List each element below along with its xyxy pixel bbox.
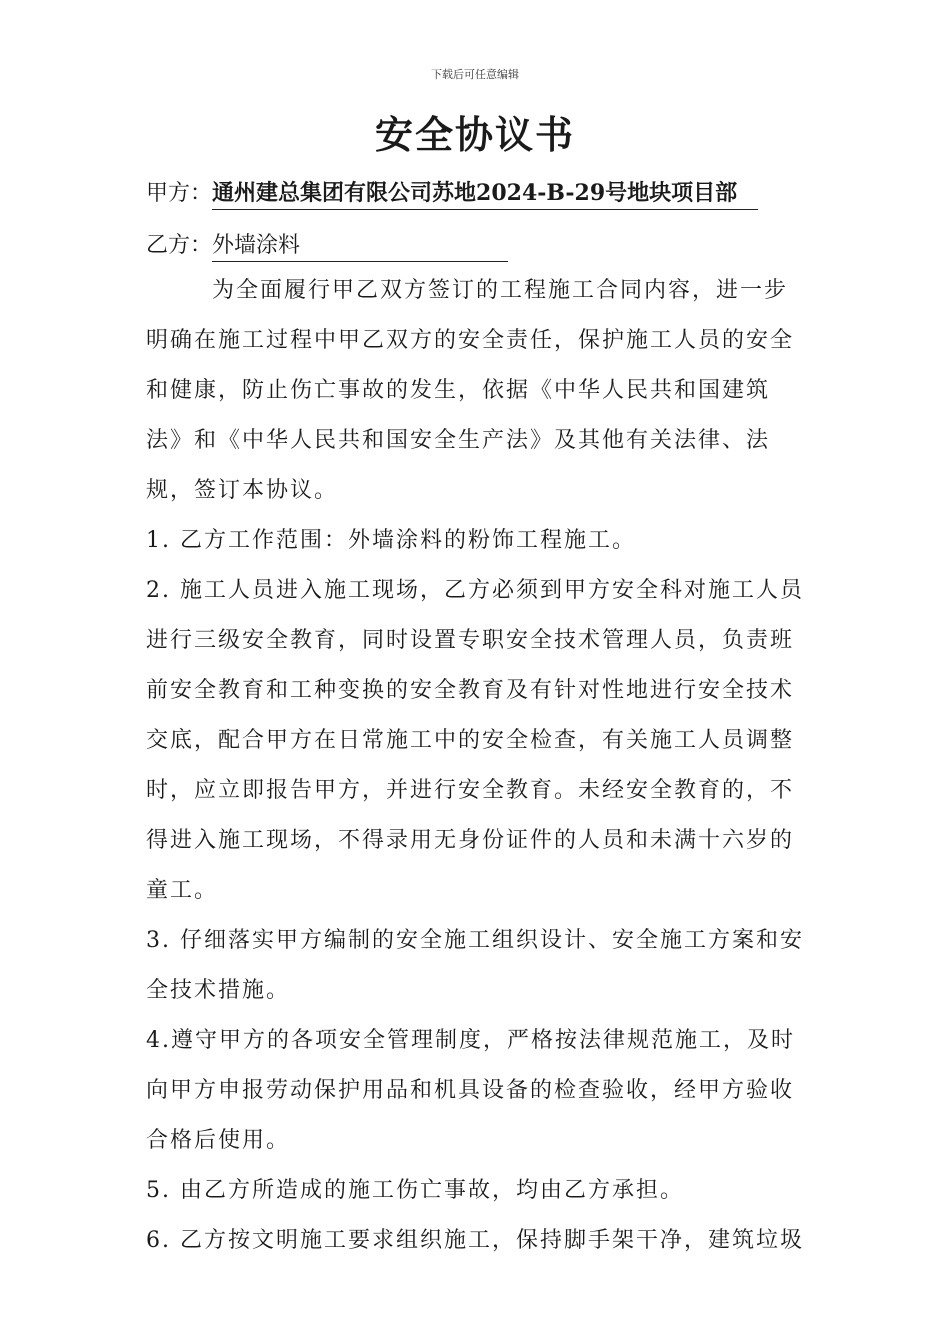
clause-1: 1. 乙方工作范围：外墙涂料的粉饰工程施工。 [146,528,636,553]
party-b-line [146,228,508,262]
party-a-line [146,176,758,210]
party-a-label: 甲方： [146,181,213,206]
document-title: 安全协议书 [374,112,575,157]
party-b-value: 外墙涂料 [212,228,508,262]
party-a-value: 通州建总集团有限公司苏地2024-B-29号地块项目部 [212,176,758,210]
intro-paragraph: 为全面履行甲乙双方签订的工程施工合同内容，进一步明确在施工过程中甲乙双方的安全责任，保护施工人员的安全和健康，防止伤亡事故的发生，依据《中华人民共和国建筑法》和《中华人民共和国安全生产法》及其他有关法律、法规，签订本协议。 [146,278,795,503]
header-note: 下载后可任意编辑 [431,68,519,81]
party-b-label: 乙方： [146,233,213,258]
clause-5: 5. 由乙方所造成的施工伤亡事故，均由乙方承担。 [146,1178,684,1203]
clause-4: 4.遵守甲方的各项安全管理制度，严格按法律规范施工，及时向甲方申报劳动保护用品和机具设备的检查验收，经甲方验收合格后使用。 [146,1028,795,1153]
clause-2: 2. 施工人员进入施工现场，乙方必须到甲方安全科对施工人员进行三级安全教育，同时设置专职安全技术管理人员，负责班前安全教育和工种变换的安全教育及有针对性地进行安全技术交底，配合甲方在日常施工中的安全检查，有关施工人员调整时，应立即报告甲方，并进行安全教育。未经安全教育的，不得进入施工现场，不得录用无身份证件的人员和未满十六岁的童工。 [146,578,804,903]
clause-3: 3. 仔细落实甲方编制的安全施工组织设计、安全施工方案和安全技术措施。 [146,928,804,1003]
clause-6: 6. 乙方按文明施工要求组织施工，保持脚手架干净，建筑垃圾 [146,1228,804,1253]
